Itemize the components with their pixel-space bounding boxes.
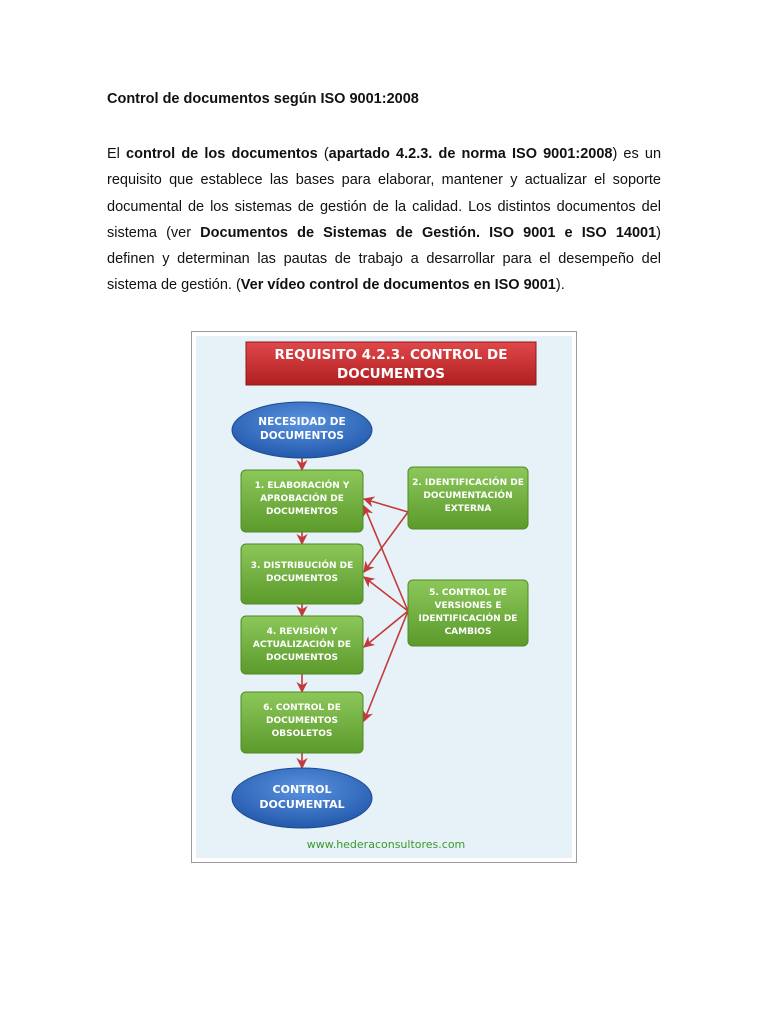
document-title: Control de documentos según ISO 9001:2008 <box>107 91 419 107</box>
step-6-line-2: DOCUMENTOS <box>266 716 338 726</box>
process-diagram <box>196 336 572 858</box>
step-6-line-1: 6. CONTROL DE <box>263 703 341 713</box>
intro-paragraph <box>107 141 661 299</box>
paragraph-line-2: requisito que establece las bases para elaborar, mantener y actualizar el soporte <box>107 172 661 189</box>
step-5-line-3: IDENTIFICACIÓN DE <box>418 614 518 624</box>
paragraph-text: ( <box>317 146 329 162</box>
paragraph-text: ) es un <box>612 146 662 162</box>
diagram-header-line-2: DOCUMENTOS <box>337 366 445 382</box>
diagram-figure <box>191 331 577 863</box>
paragraph-line-5: definen y determinan las pautas de trabajo a desarrollar para el desempeño del <box>107 251 661 268</box>
step-4-line-3: DOCUMENTOS <box>266 653 338 663</box>
paragraph-line-3: documental de los sistemas de gestión de la calidad. Los distintos documentos del <box>107 198 661 215</box>
cross-arrow <box>364 499 408 512</box>
paragraph-line-1 <box>107 141 661 167</box>
paragraph-bold-text: apartado 4.2.3. de norma ISO 9001:2008 <box>328 146 613 162</box>
paragraph-text: ). <box>555 277 565 294</box>
paragraph-text: ) <box>656 224 661 241</box>
paragraph-link-text[interactable]: Documentos de Sistemas de Gestión. ISO 9001 e ISO 14001 <box>200 224 657 241</box>
step-1-line-1: 1. ELABORACIÓN Y <box>254 481 350 491</box>
cross-arrow <box>364 611 408 721</box>
step-3-line-1: 3. DISTRIBUCIÓN DE <box>250 561 354 571</box>
step-5-line-2: VERSIONES E <box>434 601 502 611</box>
step-5-line-1: 5. CONTROL DE <box>429 588 507 598</box>
paragraph-line-6 <box>107 272 661 298</box>
step-2-line-1: 2. IDENTIFICACIÓN DE <box>412 478 524 488</box>
step-6-line-3: OBSOLETOS <box>271 729 333 739</box>
start-node-line-2: DOCUMENTOS <box>260 430 344 442</box>
step-1-line-2: APROBACIÓN DE <box>260 494 344 504</box>
end-node-line-2: DOCUMENTAL <box>259 798 345 811</box>
paragraph-text: El <box>107 146 127 162</box>
step-2-line-2: DOCUMENTACIÓN <box>423 491 513 501</box>
step-1-line-3: DOCUMENTOS <box>266 507 338 517</box>
diagram-footer-url: www.hederaconsultores.com <box>306 838 466 851</box>
step-3-line-2: DOCUMENTOS <box>266 574 338 584</box>
start-node-line-1: NECESIDAD DE <box>258 416 346 428</box>
step-4-line-2: ACTUALIZACIÓN DE <box>252 640 352 650</box>
paragraph-bold-text: control de los documentos <box>126 146 318 162</box>
diagram-header-line-1: REQUISITO 4.2.3. CONTROL DE <box>274 347 508 363</box>
end-node-line-1: CONTROL <box>272 783 332 796</box>
diagram-background <box>196 336 572 858</box>
step-4-line-1: 4. REVISIÓN Y <box>266 627 338 637</box>
step-2-line-3: EXTERNA <box>444 504 492 514</box>
paragraph-link-text[interactable]: Ver vídeo control de documentos en ISO 9001 <box>240 277 556 294</box>
step-5-line-4: CAMBIOS <box>444 627 492 637</box>
paragraph-text: sistema (ver <box>107 224 201 241</box>
paragraph-text: sistema de gestión. ( <box>107 277 241 294</box>
paragraph-line-4 <box>107 220 661 246</box>
